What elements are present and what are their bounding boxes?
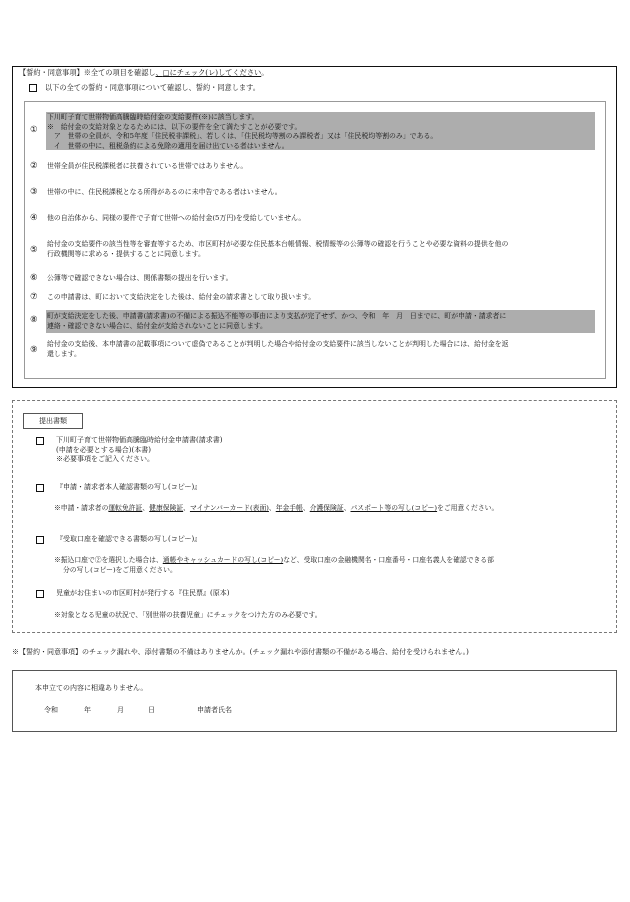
item-number: ⑥ [30,273,38,283]
agree-all-row [29,83,260,93]
document-note-2 [54,504,498,514]
note-sep: 、 [268,504,276,512]
pledge-section [12,66,617,388]
document-title: 児童がお住まいの市区町村が発行する『住民票』(原本) [56,589,230,597]
item-number: ③ [30,187,38,197]
note-underlined: 健康保険証 [149,504,184,512]
note-sep: 、 [142,504,150,512]
applicant-name-label: 申請者氏名 [197,706,232,714]
document-line: ※必要事項をご記入ください。 [56,455,154,463]
era-label: 令和 [44,706,58,714]
item-line: 町が支給決定をした後、申請書(請求書)の不備による振込不能等の事由により支払が完了せず、かつ、令和 年 月 日までに、町が申請・請求者に [47,312,507,320]
item-line: ※ 給付金の支給対象となるためには、以下の要件を全て満たすことが必要です。 [47,122,302,131]
documents-label: 提出書類 [23,413,83,429]
document-note-3 [54,556,494,575]
document-checkbox[interactable] [36,590,44,598]
item-line: この申請書は、町において支給決定をした後は、給付金の請求書として取り扱います。 [47,293,316,301]
note-text: 分の写し(コピー)をご用意ください。 [63,565,177,574]
item-number: ⑦ [30,292,38,302]
document-checkbox[interactable] [36,536,44,544]
agree-all-label: 以下の全ての誓約・同意事項について確認し、誓約・同意します。 [45,83,260,92]
item-number: ② [30,161,38,171]
item-number: ⑧ [30,315,38,325]
item-number: ① [30,125,38,135]
document-checkbox[interactable] [36,484,44,492]
month-label: 月 [117,706,124,714]
note-underlined: 通帳やキャッシュカードの写し(コピー) [162,556,284,564]
pledge-item-1 [25,106,605,148]
item-line: 世帯の中に、住民税課税となる所得があるのに未申告である者はいません。 [47,188,282,196]
document-note-4: ※対象となる児童の状況で、「別世帯の扶養児童」にチェックをつけた方のみ必要です。 [54,611,322,619]
item-line: 世帯全員が住民税課税者に扶養されている世帯ではありません。 [47,162,248,170]
pledge-header-instruction: □にチェック(レ)してください [162,68,262,77]
item-line: 行政機関等に求める・提供することに同意します。 [47,249,205,258]
confirmation-box [12,670,617,732]
item-line: 下川町子育て世帯物価高騰臨時給付金の支給要件(※)に該当します。 [47,113,259,121]
agree-all-checkbox[interactable] [29,84,37,92]
document-title: 『申請・請求者本人確認書類の写し(コピー)』 [56,483,202,491]
document-checkbox[interactable] [36,437,44,445]
pledge-header-period: 。 [261,68,269,77]
documents-section [12,400,617,633]
pledge-items-box [24,101,606,379]
pledge-header-comma: 、 [155,68,163,77]
item-line: イ 世帯の中に、租税条約による免除の適用を届け出ている者はいません。 [47,141,289,150]
year-label: 年 [84,706,91,714]
note-sep: 、 [302,504,310,512]
note-underlined: 年金手帳 [275,504,303,512]
item-line: 公簿等で確認できない場合は、関係書類の提出を行います。 [47,274,233,282]
item-line: 給付金の支給要件の該当性等を審査等するため、市区町村が必要な住民基本台帳情報、税情報等の公簿等の確認を行うことや必要な資料の提供を他の [47,240,509,248]
note-text: など、受取口座の金融機関名・口座番号・口座名義人を確認できる部 [283,556,494,564]
note-underlined: 介護保険証 [309,504,344,512]
item-line: 還します。 [47,349,81,358]
note-underlined: 運転免許証 [108,504,143,512]
pledge-header-text: 【誓約・同意事項】※全ての項目を確認し [19,68,156,77]
note-sep: 、 [343,504,351,512]
note-text: ※申請・請求者の [54,504,109,512]
day-label: 日 [148,706,155,714]
note-underlined: マイナンバーカード(表面) [189,504,269,512]
pledge-header [19,68,268,78]
item-line: ア 世帯の全員が、令和5年度「住民税非課税」、若しくは、「住民税均等割のみ課税者」又は「住民税均等割のみ」である。 [47,132,438,140]
document-title: 『受取口座を確認できる書類の写し(コピー)』 [56,535,202,543]
note-sep: 、 [183,504,190,512]
item-number: ⑤ [30,245,38,255]
pledge-item-8 [25,310,605,334]
confirmation-statement: 本申立ての内容に相違ありません。 [35,684,148,692]
document-line: 下川町子育て世帯物価高騰臨時給付金申請書(請求書) [56,436,223,444]
item-line: 他の自治体から、同様の要件で子育て世帯への給付金(5万円)を受給していません。 [47,214,306,222]
note-text: をご用意ください。 [437,504,499,512]
item-line: 給付金の支給後、本申請書の記載事項について虚偽であることが判明した場合や給付金の支給要件に該当しないことが判明した場合には、給付金を返 [47,340,509,348]
warning-text: ※【誓約・同意事項】のチェック漏れや、添付書類の不備はありませんか。(チェック漏れや添付書類の不備がある場合、給付を受けられません。) [12,648,469,656]
note-underlined: パスポート等の写し(コピー) [350,504,438,512]
item-line: 連絡・確認できない場合に、給付金が支給されないことに同意します。 [47,321,267,330]
note-text: ※振込口座で②を選択した場合は、 [54,556,163,564]
item-number: ⑨ [30,345,38,355]
item-number: ④ [30,213,38,223]
document-line: (申請を必要とする場合)(本書) [56,445,151,454]
